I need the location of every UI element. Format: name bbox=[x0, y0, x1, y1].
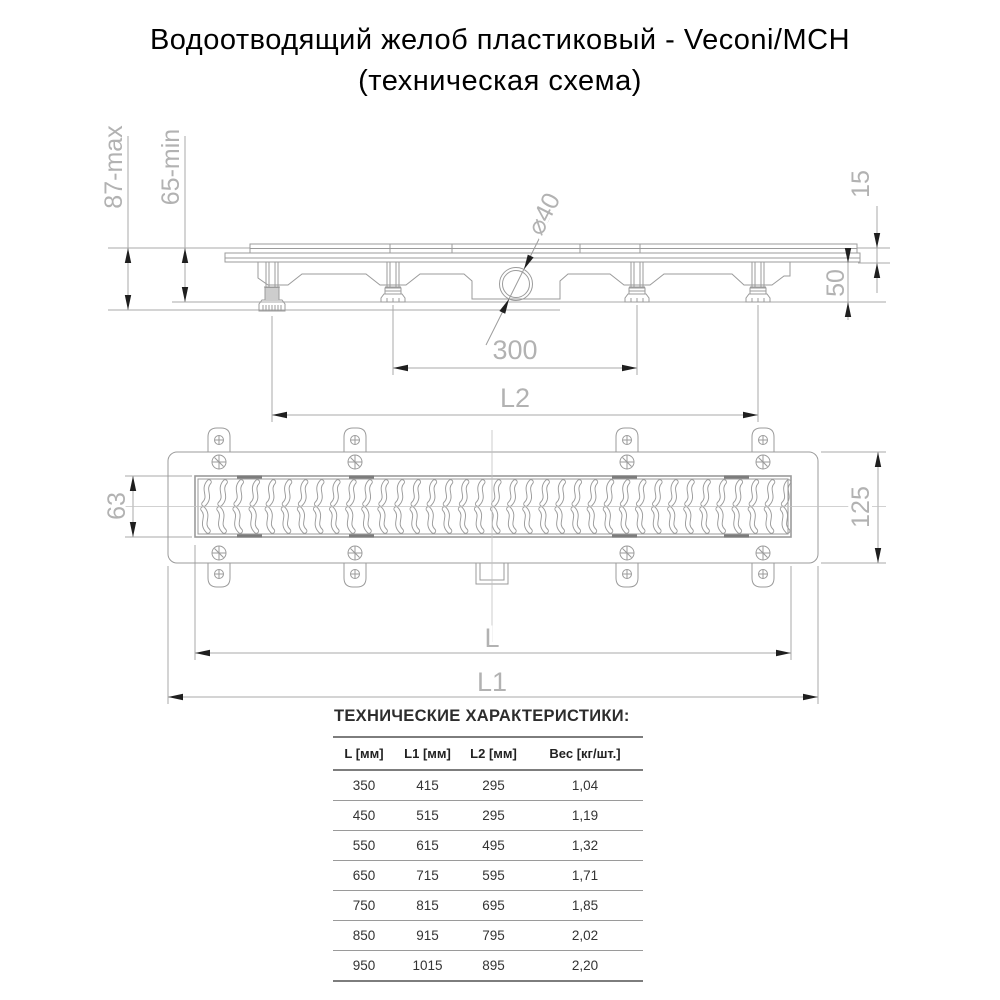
table-cell: 650 bbox=[333, 861, 395, 891]
table-cell: 415 bbox=[395, 770, 460, 801]
dim-frame-width: 125 bbox=[847, 486, 875, 528]
table-cell: 295 bbox=[460, 770, 527, 801]
table-cell: 1,85 bbox=[527, 891, 643, 921]
table-cell: 2,02 bbox=[527, 921, 643, 951]
dim-l1: L1 bbox=[476, 667, 508, 697]
table-cell: 695 bbox=[460, 891, 527, 921]
table-row bbox=[333, 951, 643, 982]
dim-height-max: 87-max bbox=[100, 125, 128, 209]
dimension-labels bbox=[100, 125, 875, 697]
column-header: L [мм] bbox=[333, 737, 395, 770]
table-cell: 850 bbox=[333, 921, 395, 951]
spec-table-title: ТЕХНИЧЕСКИЕ ХАРАКТЕРИСТИКИ: bbox=[334, 707, 630, 725]
dim-l2: L2 bbox=[499, 383, 531, 413]
table-cell: 495 bbox=[460, 831, 527, 861]
table-cell: 2,20 bbox=[527, 951, 643, 982]
dim-l: L bbox=[484, 623, 500, 653]
table-cell: 295 bbox=[460, 801, 527, 831]
column-header: L1 [мм] bbox=[395, 737, 460, 770]
table-cell: 1,19 bbox=[527, 801, 643, 831]
dimension-lines bbox=[108, 136, 890, 704]
table-cell: 1,71 bbox=[527, 861, 643, 891]
column-header: L2 [мм] bbox=[460, 737, 527, 770]
table-row bbox=[333, 921, 643, 951]
table-cell: 515 bbox=[395, 801, 460, 831]
table-row bbox=[333, 801, 643, 831]
dim-height-min: 65-min bbox=[157, 128, 185, 206]
dim-top-height: 15 bbox=[847, 170, 875, 198]
table-cell: 895 bbox=[460, 951, 527, 982]
table-cell: 1,32 bbox=[527, 831, 643, 861]
table-cell: 715 bbox=[395, 861, 460, 891]
table-row bbox=[333, 861, 643, 891]
spec-table bbox=[333, 736, 643, 982]
drawing-details bbox=[203, 262, 789, 587]
dim-outlet-spacing: 300 bbox=[492, 335, 538, 365]
table-cell: 350 bbox=[333, 770, 395, 801]
table-header-row bbox=[333, 737, 643, 770]
table-cell: 595 bbox=[460, 861, 527, 891]
centerlines bbox=[125, 430, 886, 648]
table-cell: 950 bbox=[333, 951, 395, 982]
page-title-line1: Водоотводящий желоб пластиковый - Veconi/MCH bbox=[149, 24, 851, 56]
table-cell: 795 bbox=[460, 921, 527, 951]
table-row bbox=[333, 770, 643, 801]
page-title-line2: (техническая схема) bbox=[358, 65, 642, 97]
table-cell: 915 bbox=[395, 921, 460, 951]
table-body bbox=[333, 770, 643, 981]
dim-grate-width: 63 bbox=[103, 492, 131, 520]
table-row bbox=[333, 831, 643, 861]
table-cell: 550 bbox=[333, 831, 395, 861]
table-cell: 615 bbox=[395, 831, 460, 861]
table-cell: 1015 bbox=[395, 951, 460, 982]
side-body-profile bbox=[258, 262, 790, 299]
table-cell: 750 bbox=[333, 891, 395, 921]
table-row bbox=[333, 891, 643, 921]
table-cell: 815 bbox=[395, 891, 460, 921]
column-header: Вес [кг/шт.] bbox=[527, 737, 643, 770]
table-cell: 1,04 bbox=[527, 770, 643, 801]
dim-body-height: 50 bbox=[822, 269, 850, 297]
table-cell: 450 bbox=[333, 801, 395, 831]
dim-drain-diameter: ⌀40 bbox=[521, 188, 567, 240]
